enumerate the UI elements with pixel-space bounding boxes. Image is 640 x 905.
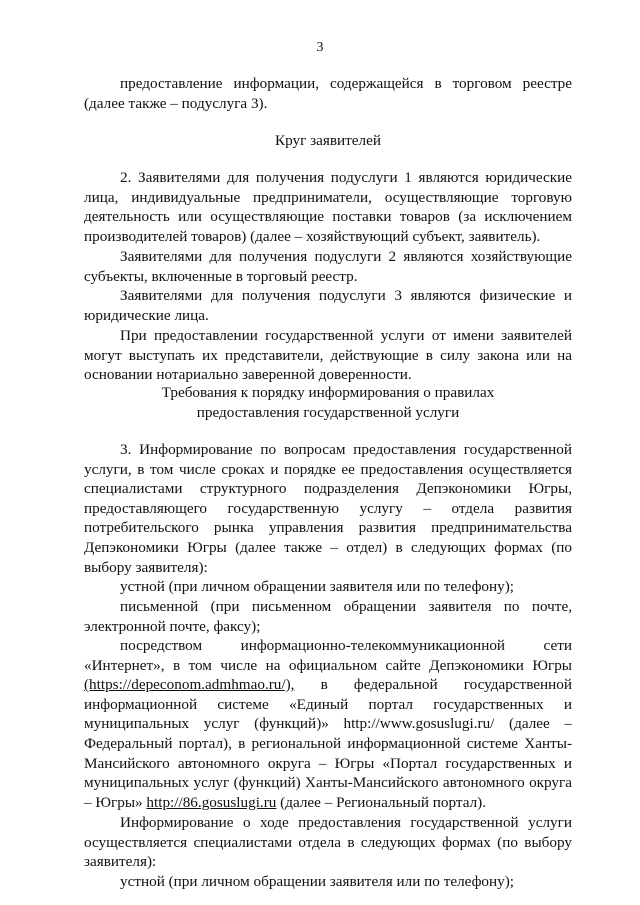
text-line: устной (при личном обращении заявителя или по телефону); [120,873,515,890]
text-line: (далее также – подуслуга 3). [84,94,268,112]
paragraph-2 [84,168,572,246]
form-oral-2 [84,872,572,892]
text-line: юридические лица. [84,306,209,324]
section-title-applicants: Круг заявителей [275,132,381,149]
text-line: потребительского рынка управления развития предпринимательства [84,519,572,537]
paragraph-3 [84,247,572,286]
text-line: производителей товаров) (далее – хозяйствующий субъект, заявитель). [84,227,541,245]
text-line: 2. Заявителями для получения подуслуги 1 являются юридические [120,169,572,186]
text-line: При предоставлении государственной услуги от имени заявителей [120,327,572,344]
text-line: предоставление информации, содержащейся в торговом реестре [120,75,572,92]
depeconom-link[interactable]: (https://depeconom.admhmao.ru/), [84,676,295,694]
text-line: Заявителями для получения подуслуги 2 являются хозяйствующие [120,248,572,265]
text-line: муниципальных услуг (функций) Ханты-Мансийского автономного округа [84,774,572,792]
text-line: Заявителями для получения подуслуги 3 являются физические и [120,287,572,304]
title-line: предоставления государственной услуги [196,403,460,421]
paragraph-4 [84,286,572,325]
text-line: письменной (при письменном обращении заявителя по почте, [120,598,572,615]
text-line: устной (при личном обращении заявителя или по телефону); [120,578,515,595]
text-line: деятельность или осуществляющие поставки товаров (за исключением [84,208,572,226]
paragraph-7 [84,813,572,872]
text-span: в федеральной государственной [294,676,572,694]
text-line: лица, индивидуальные предприниматели, осуществляющие торговую [84,188,572,206]
text-line: муниципальных услуг (функций)» http://www.gosuslugi.ru/ (далее – [84,715,572,733]
paragraph-5 [84,326,572,385]
text-line [84,793,572,813]
text-line: заявителя): [84,853,157,871]
text-line: посредством информационно-телекоммуникационной сети [120,637,572,654]
text-line: электронной почте, факсу); [84,617,261,635]
text-line: Депэкономики Югры (далее также – отдел) в следующих формах (по [84,538,572,556]
section-title-informing [84,383,572,422]
text-line: Мансийского автономного округа – Югры «Портал государственных и [84,754,572,772]
text-span: (далее – Региональный портал). [276,793,487,811]
text-line: могут выступать их представители, действующие в силу закона или на [84,346,572,364]
form-oral [84,577,572,597]
text-line: Информирование о ходе предоставления государственной услуги [120,814,572,831]
text-line: услуги, в том числе сроках и порядке ее предоставления осуществляется [84,460,572,478]
text-line: специалистами структурного подразделения Депэкономики Югры, [84,480,572,498]
text-line: субъекты, включенные в торговый реестр. [84,267,358,285]
text-line: 3. Информирование по вопросам предоставления государственной [120,441,572,458]
text-line: «Интернет», в том числе на официальном сайте Депэкономики Югры [84,656,572,674]
text-span: – Югры» [84,793,147,811]
text-line: осуществляется специалистами отдела в следующих формах (по выбору [84,833,572,851]
form-written [84,597,572,636]
text-line [84,675,572,695]
regional-portal-link[interactable]: http://86.gosuslugi.ru [146,793,277,811]
paragraph-6 [84,440,572,577]
text-line: основании нотариально заверенной доверенности. [84,366,412,384]
form-internet [84,636,572,812]
intro-paragraph [84,74,572,113]
text-line: информационной системе «Единый портал государственных и [84,695,572,713]
page-number: 3 [316,40,324,55]
title-line: Требования к порядку информирования о правилах [161,384,495,401]
text-line: выбору заявителя): [84,558,208,576]
text-line: Федеральный портал), в региональной информационной системе Ханты- [84,734,572,752]
text-line: предоставляющего государственную услугу – отдела развития [84,499,572,517]
